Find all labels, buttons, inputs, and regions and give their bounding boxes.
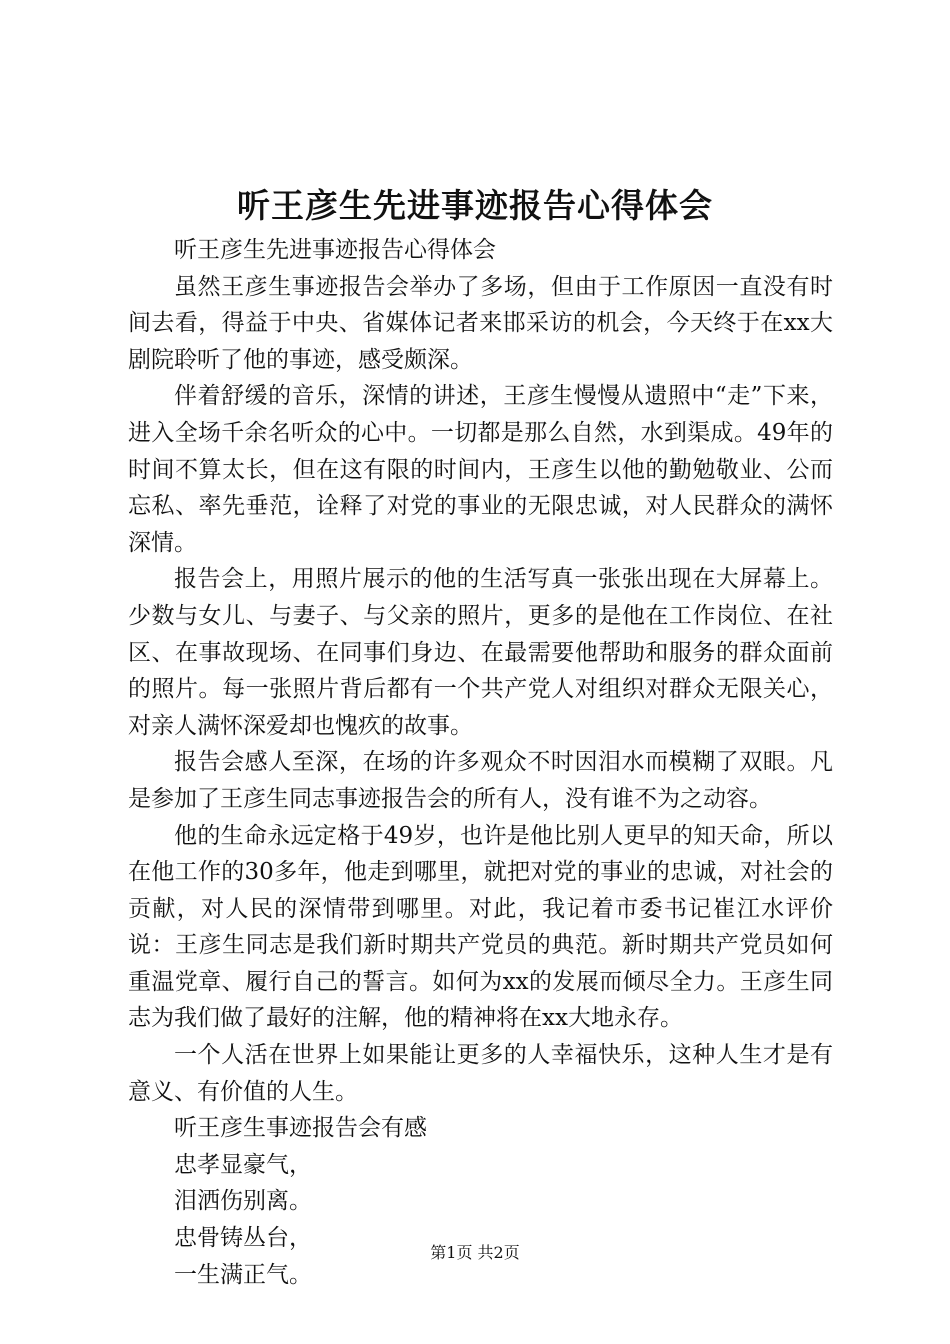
page-number-footer: 第1页 共2页	[430, 1243, 520, 1262]
poem-title: 听王彦生事迹报告会有感	[174, 1115, 427, 1142]
paragraph-music: 伴着舒缓的音乐，深情的讲述，王彦生慢慢从遗照中“走”下来，进入全场千余名听众的心中。一切都是那么自然，水到渠成。49年的时间不算太长，但在这有限的时间内，王彦生以他的勤勉敬业、公而忘私、率先垂范，诠释了对党的事业的无限忠诚，对人民群众的满怀深情。	[128, 383, 833, 556]
poem-line-1: 忠孝显豪气，	[174, 1151, 312, 1178]
paragraph-photos: 报告会上，用照片展示的他的生活写真一张张出现在大屏幕上。少数与女儿、与妻子、与父亲的照片，更多的是他在工作岗位、在社区、在事故现场、在同事们身边、在最需要他帮助和服务的群众面前的照片。每一张照片背后都有一个共产党人对组织对群众无限关心，对亲人满怀深爱却也愧疚的故事。	[128, 566, 833, 739]
document-body	[128, 232, 833, 1293]
poem-line-4: 一生满正气。	[174, 1261, 312, 1288]
poem-line-3: 忠骨铸丛台，	[174, 1225, 312, 1252]
paragraph-meaning: 一个人活在世界上如果能让更多的人幸福快乐，这种人生才是有意义、有价值的人生。	[128, 1042, 833, 1105]
document-title: 听王彦生先进事迹报告心得体会	[237, 186, 713, 225]
poem-line-2: 泪洒伤别离。	[174, 1188, 312, 1215]
paragraph-life: 他的生命永远定格于49岁，也许是他比别人更早的知天命，所以在他工作的30多年，他走到哪里，就把对党的事业的忠诚，对社会的贡献，对人民的深情带到哪里。对此，我记着市委书记崔江水评价说：王彦生同志是我们新时期共产党员的典范。新时期共产党员如何重温党章、履行自己的誓言。如何为xx的发展而倾尽全力。王彦生同志为我们做了最好的注解，他的精神将在xx大地永存。	[128, 822, 833, 1032]
paragraph-subtitle: 听王彦生先进事迹报告心得体会	[174, 237, 496, 263]
paragraph-intro: 虽然王彦生事迹报告会举办了多场，但由于工作原因一直没有时间去看，得益于中央、省媒体记者来邯采访的机会，今天终于在xx大剧院聆听了他的事迹，感受颇深。	[128, 273, 833, 373]
paragraph-moving: 报告会感人至深，在场的许多观众不时因泪水而模糊了双眼。凡是参加了王彦生同志事迹报告会的所有人，没有谁不为之动容。	[128, 749, 833, 812]
